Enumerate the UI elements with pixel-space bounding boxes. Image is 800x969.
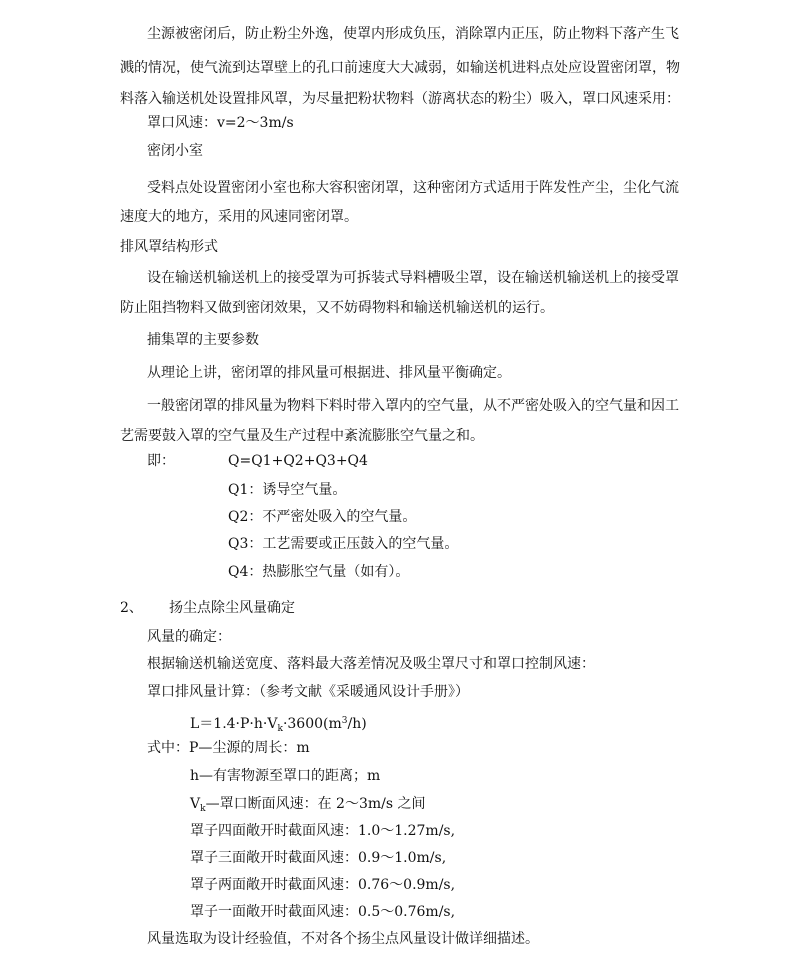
definition-line bbox=[190, 794, 426, 819]
air-volume-heading: 风量的确定： bbox=[147, 629, 231, 645]
params-heading: 捕集罩的主要参数 bbox=[147, 332, 259, 348]
paragraph-line: 尘源被密闭后，防止粉尘外逸，使罩内形成负压，消除罩内正压，防止物料下落产生飞 bbox=[147, 26, 679, 42]
section-number: 2、 bbox=[120, 600, 143, 616]
formula-item: Q3：工艺需要或正压鼓入的空气量。 bbox=[228, 536, 459, 552]
velocity-line: 罩子四面敞开时截面风速：1.0～1.27m/s, bbox=[190, 823, 456, 839]
velocity-line: 罩子两面敞开时截面风速：0.76～0.9m/s, bbox=[190, 877, 456, 893]
equation-superscript: 3 bbox=[341, 716, 348, 726]
formula-label: 即： bbox=[147, 453, 175, 469]
closed-room-heading: 密闭小室 bbox=[147, 143, 203, 159]
paragraph-line: 料落入输送机处设置排风罩，为尽量把粉状物料（游离状态的粉尘）吸入，罩口风速采用： bbox=[120, 91, 680, 107]
section-title: 扬尘点除尘风量确定 bbox=[169, 600, 295, 616]
paragraph-line: 从理论上讲，密闭罩的排风量可根据进、排风量平衡确定。 bbox=[147, 365, 511, 381]
definition-line: 式中：P—尘源的周长：m bbox=[147, 740, 310, 756]
hood-velocity-line: 罩口风速：v=2～3m/s bbox=[147, 115, 294, 131]
paragraph-line: 一般密闭罩的排风量为物料下料时带入罩内的空气量，从不严密处吸入的空气量和因工 bbox=[147, 398, 679, 414]
velocity-line: 罩子一面敞开时截面风速：0.5～0.76m/s, bbox=[190, 904, 456, 920]
formula-main: Q=Q1+Q2+Q3+Q4 bbox=[228, 453, 368, 469]
equation bbox=[190, 711, 367, 739]
equation-right: ·3600(m bbox=[282, 716, 342, 732]
equation-left: L＝1.4·P·h·V bbox=[190, 716, 278, 732]
vk-subscript: k bbox=[200, 804, 206, 814]
vk-symbol: V bbox=[190, 796, 201, 812]
paragraph-line: 艺需要鼓入罩的空气量及生产过程中紊流膨胀空气量之和。 bbox=[120, 428, 484, 444]
formula-item: Q1：诱导空气量。 bbox=[228, 482, 347, 498]
structure-heading: 排风罩结构形式 bbox=[120, 239, 218, 255]
paragraph-line: 防止阻挡物料又做到密闭效果，又不妨碍物料和输送机输送机的运行。 bbox=[120, 300, 554, 316]
paragraph-line: 速度大的地方，采用的风速同密闭罩。 bbox=[120, 209, 358, 225]
formula-item: Q2：不严密处吸入的空气量。 bbox=[228, 509, 417, 525]
paragraph-line: 受料点处设置密闭小室也称大容积密闭罩，这种密闭方式适用于阵发性产尘，尘化气流 bbox=[147, 180, 679, 196]
conclusion-line: 风量选取为设计经验值，不对各个扬尘点风量设计做详细描述。 bbox=[147, 931, 539, 947]
formula-item: Q4：热膨胀空气量（如有）。 bbox=[228, 564, 410, 580]
equation-unit: /h) bbox=[347, 716, 367, 732]
paragraph-line: 溅的情况，使气流到达罩壁上的孔口前速度大大减弱，如输送机进料点处应设置密闭罩，物 bbox=[120, 60, 680, 76]
velocity-line: 罩子三面敞开时截面风速：0.9～1.0m/s, bbox=[190, 850, 447, 866]
paragraph-line: 设在输送机输送机上的接受罩为可拆装式导料槽吸尘罩，设在输送机输送机上的接受罩 bbox=[147, 270, 679, 286]
paragraph-line: 罩口排风量计算：（参考文献《采暖通风设计手册》） bbox=[147, 684, 469, 700]
definition-line: h—有害物源至罩口的距离；m bbox=[190, 768, 381, 784]
vk-definition: —罩口断面风速：在 2～3m/s 之间 bbox=[205, 796, 426, 812]
paragraph-line: 根据输送机输送宽度、落料最大落差情况及吸尘罩尺寸和罩口控制风速： bbox=[147, 656, 595, 672]
equation-subscript: k bbox=[277, 724, 283, 734]
